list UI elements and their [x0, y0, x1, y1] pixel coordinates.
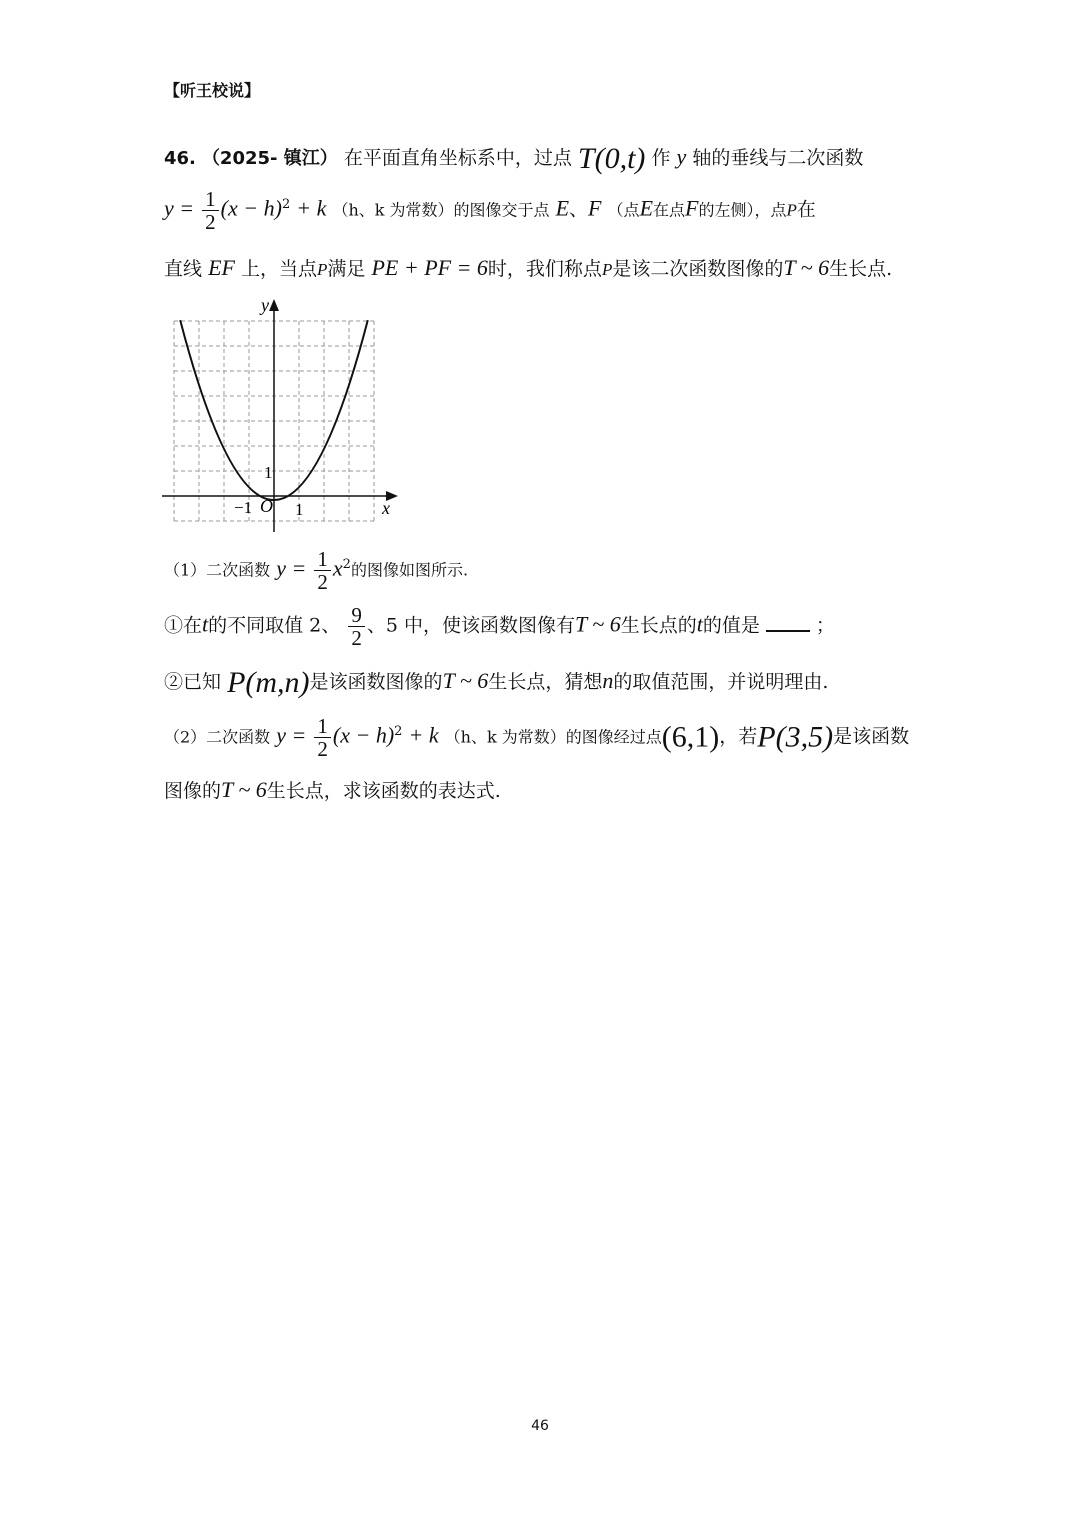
part1-intro: [164, 548, 468, 593]
question-line-2: [164, 188, 816, 233]
math-var: t: [696, 611, 703, 637]
math-var: x: [332, 555, 343, 581]
math: T ~ 6: [221, 777, 267, 802]
math-var: F: [588, 195, 602, 221]
text: 是该二次函数图像的: [612, 258, 784, 280]
text: 、5 中，使该函数图像有: [366, 614, 575, 637]
origin-label: O: [260, 496, 273, 516]
fraction-half: [202, 188, 219, 233]
question-line-3: [164, 254, 892, 281]
math: T ~ 6: [783, 255, 830, 280]
text: 的值是: [702, 614, 760, 637]
text: （h、k 为常数）的图像交于点: [332, 200, 550, 220]
text: 生长点的: [620, 614, 697, 637]
text: ②已知: [164, 671, 222, 693]
text: 是该函数: [833, 725, 910, 748]
math-var: EF: [208, 255, 235, 280]
condition-equation: PE + PF = 6: [371, 255, 488, 280]
parabola-graph: [160, 292, 405, 537]
point-t: T(0,t): [577, 142, 646, 175]
math-sup: 2: [281, 197, 291, 213]
math-sup: 2: [342, 557, 351, 573]
math: y =: [276, 722, 307, 748]
axes: [162, 299, 398, 532]
text: 在: [796, 198, 816, 221]
text: 在平面直角坐标系中，过点: [343, 147, 572, 169]
text: （2）二次函数: [164, 727, 271, 747]
fraction-nine-halves: [348, 604, 365, 649]
math-var: E: [639, 195, 654, 221]
text: 的取值范围，并说明理由.: [613, 671, 829, 693]
fraction-half: [314, 548, 331, 593]
math: (x − h): [220, 195, 282, 221]
math-var: y: [676, 144, 687, 169]
math: T ~ 6: [442, 668, 489, 693]
text: （点: [607, 200, 640, 220]
point-p-mn: P(m,n): [227, 666, 310, 699]
frac-den: 2: [205, 210, 216, 234]
text: 是该函数图像的: [309, 671, 443, 693]
math: + k: [408, 722, 439, 748]
tick-label-x1: 1: [295, 500, 304, 519]
question-source: （2025- 镇江）: [201, 148, 338, 169]
text: 、: [569, 198, 589, 221]
part1-subquestion-2: [164, 666, 828, 700]
page-number: 46: [531, 1418, 549, 1434]
text: ；: [815, 614, 835, 637]
frac-num: 1: [202, 188, 219, 211]
frac-num: 1: [314, 715, 331, 738]
text: 生长点，猜想: [488, 671, 603, 693]
tick-label-neg1: −1: [234, 498, 253, 517]
question-number: 46.: [164, 148, 196, 169]
text: 图像的: [164, 780, 222, 802]
text: 上，当点: [241, 258, 318, 280]
text: 的不同取值 2、: [208, 614, 341, 637]
question-line-1: [164, 142, 863, 176]
text: 生长点，求该函数的表达式.: [266, 780, 501, 802]
frac-num: 9: [348, 604, 365, 627]
point-p-3-5: P(3,5): [757, 720, 834, 754]
frac-den: 2: [317, 737, 328, 761]
frac-den: 2: [351, 626, 362, 650]
text: ①在: [164, 614, 203, 637]
math-var: P: [317, 260, 328, 279]
text: 作: [651, 147, 671, 169]
math-sup: 2: [394, 724, 403, 740]
text: 的左侧），点: [698, 200, 787, 220]
math: y =: [276, 555, 307, 581]
part2-line-2: [164, 776, 501, 803]
fraction-half: [314, 715, 331, 760]
part2-line-1: [164, 715, 909, 760]
frac-num: 1: [314, 548, 331, 571]
text: ，若: [719, 725, 758, 748]
point-6-1: (6,1): [661, 720, 720, 754]
text: 时，我们称点: [487, 258, 602, 280]
math-var: n: [602, 668, 614, 693]
y-axis-label: y: [261, 295, 269, 315]
x-axis-label: x: [382, 498, 390, 518]
answer-blank[interactable]: [766, 630, 810, 632]
math: T ~ 6: [574, 611, 621, 637]
page-header: 【听王校说】: [164, 81, 261, 100]
math-var: P: [786, 200, 797, 220]
math-var: t: [202, 611, 209, 637]
text: 满足: [327, 258, 366, 280]
math: + k: [296, 195, 327, 221]
text: 直线: [164, 258, 203, 280]
text: 的图像如图所示.: [350, 560, 469, 580]
text: 生长点.: [829, 258, 893, 280]
frac-den: 2: [317, 570, 328, 594]
math: (x − h): [332, 722, 395, 748]
math-var: P: [601, 260, 613, 279]
part1-subquestion-1: [164, 604, 835, 649]
tick-label-y1: 1: [264, 463, 273, 482]
text: （1）二次函数: [164, 560, 271, 580]
text: 轴的垂线与二次函数: [692, 147, 864, 169]
math-var: F: [685, 195, 699, 221]
math-var: E: [555, 195, 570, 221]
text: 在点: [653, 200, 686, 220]
math: y =: [164, 195, 195, 221]
text: （h、k 为常数）的图像经过点: [444, 727, 662, 747]
